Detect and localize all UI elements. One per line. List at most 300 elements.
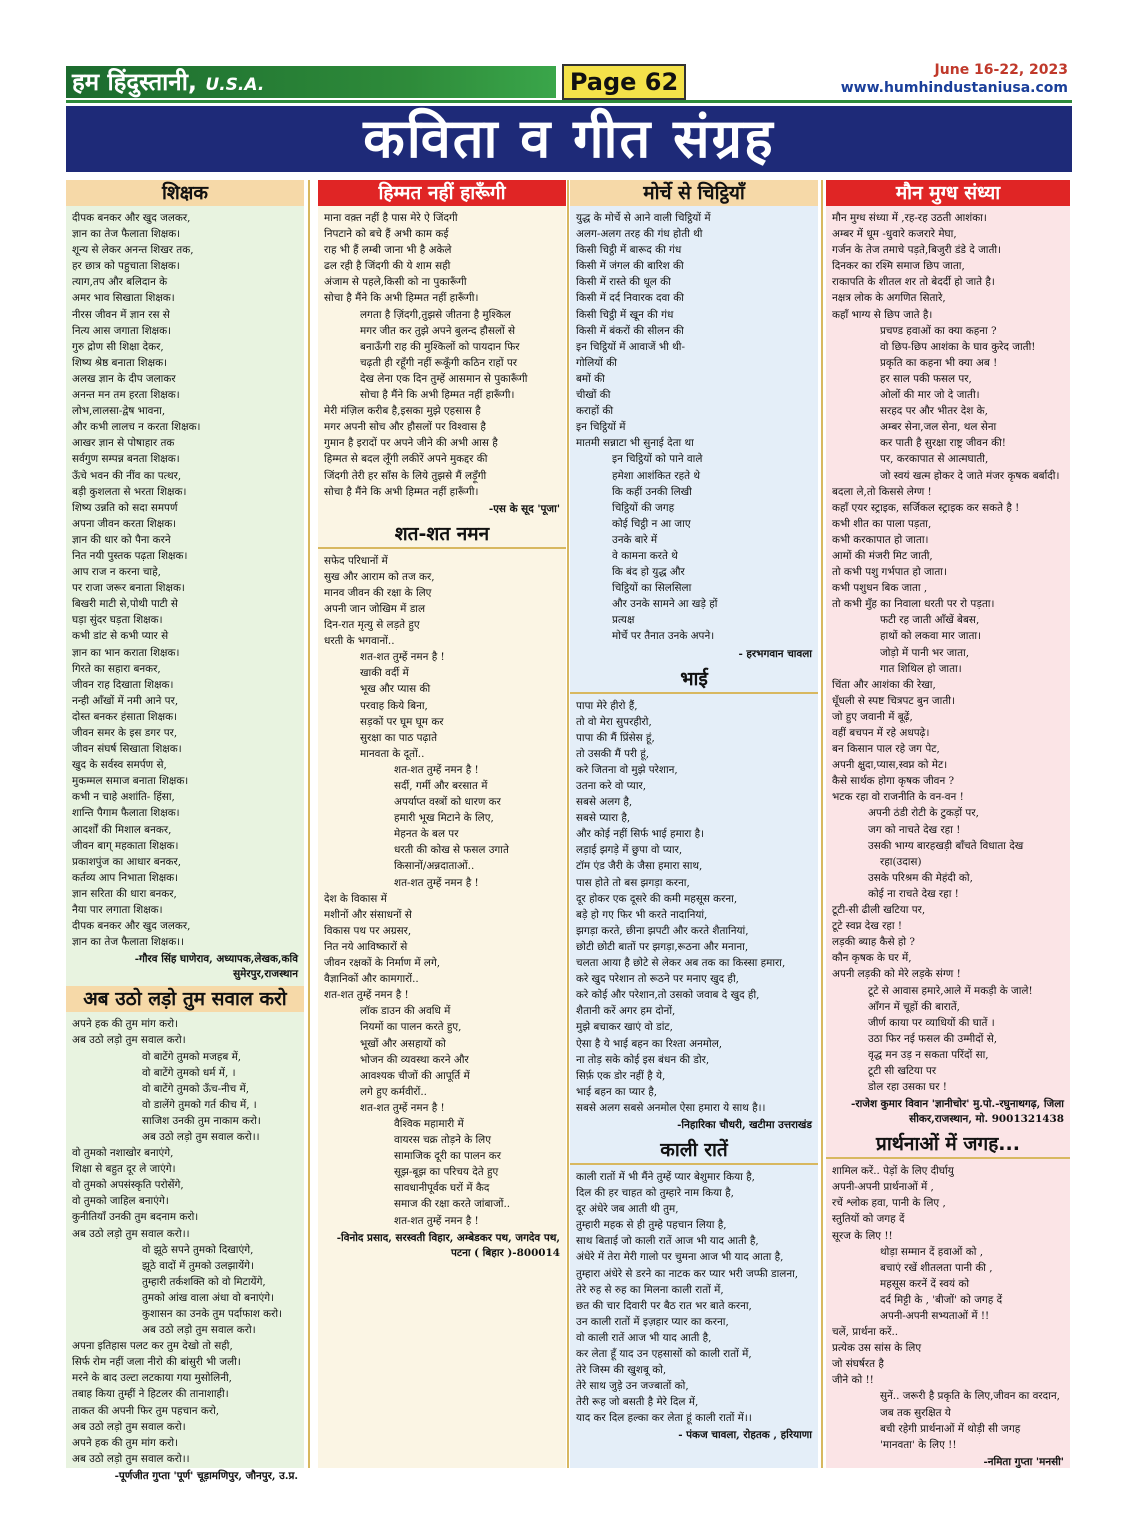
poem-line: तुम्हारा अंधेरे से डरने का नाटक कर प्यार भरी जप्फी डालना,	[576, 1267, 799, 1280]
poem-line: मातमी सन्नाटा भी सुनाई देता था	[576, 437, 694, 450]
poem-line: अपने हक की तुम मांग करो।	[72, 1018, 179, 1031]
poem-line: किसी चिट्ठी में खून की गंध	[576, 308, 674, 321]
poem-line: माना वक़्त नहीं है पास मेरे ऐ जिंदगी	[324, 212, 458, 224]
column-divider	[308, 180, 310, 1468]
poem-line: जीवन संघर्ष सिखाता शिक्षक।	[72, 743, 182, 756]
poem-line: कुनीतियाँ उनकी तुम बदनाम करो।	[72, 1211, 199, 1224]
poem-line: जीवन समर के इस डगर पर,	[72, 727, 178, 739]
poem-line: सबसे प्यारा है,	[576, 812, 631, 825]
poem-line: अपने हक की तुम मांग करो।	[72, 1436, 179, 1449]
poem-line: दिनकर का रश्मि समाज छिप जाता,	[832, 260, 965, 273]
poem-line: साथ बिताई जो काली रातें आज भी याद आती है,	[576, 1235, 759, 1248]
poem-bhai	[576, 698, 812, 1116]
poem-line: कैसे सार्थक होगा कृषक जीवन ?	[832, 775, 955, 788]
poem-line: हाथों को लकवा मार जाता।	[880, 630, 982, 643]
poem-himmat	[324, 210, 560, 500]
section-banner: कविता व गीत संग्रह	[66, 106, 1072, 172]
poem-line: टूटे से आवास हमारे,आले में मकड़ी के जाले!	[868, 984, 1033, 997]
poem-line: उतना करे वो प्यार,	[576, 780, 647, 792]
poem-line: गात शिथिल हो जाता।	[880, 662, 962, 675]
poem-line: वो तुमको नशाखोर बनाएंगे,	[72, 1147, 174, 1160]
poem-line: युद्ध के मोर्चे से आने वाली चिट्ठियों में	[576, 212, 711, 224]
poem-line: लड़की ब्याह कैसे हो ?	[832, 936, 915, 949]
poem-line: अपनी-अपनी प्रार्थनाओं में ,	[832, 1181, 934, 1194]
poem-line: शिष्य श्रेष्ठ बनाता शिक्षक।	[72, 356, 167, 369]
poem-line: राकापति के शीतल शर तो बेदर्दी हो जाते है।	[832, 276, 995, 289]
poem-line: मेरी मंज़िल करीब है,इसका मुझे एहसास है	[324, 405, 481, 418]
page-number: Page 62	[562, 64, 686, 100]
poem-line: जोड़ो में पानी भर जाता,	[880, 646, 969, 659]
poem-line: जो स्वयं खत्म होकर दे जाते मंजर कृषक बर्बादी।	[880, 469, 1060, 482]
poem-line: शून्य से लेकर अनन्त शिखर तक,	[72, 244, 194, 257]
poem-author: -नमिता गुप्ता 'मनसी'	[983, 1455, 1064, 1468]
poem-line: सावधानीपूर्वक घरों में कैद	[394, 1182, 490, 1195]
poem-line: जीने को !!	[832, 1374, 874, 1387]
poem-line: तुमको आंख वाला अंधा वो बनाएंगे।	[142, 1291, 275, 1304]
poem-line: आवश्यक चीजों की आपूर्ति में	[360, 1069, 470, 1082]
poem-line: दोस्त बनकर हंसाता शिक्षक।	[72, 710, 177, 723]
poem-line: बन किसान पाल रहे जग पेट,	[832, 743, 940, 756]
poem-line: आँगन में चूहों की बारातें,	[868, 1000, 960, 1013]
poem-line: स्तुतियों को जगह दें	[832, 1213, 905, 1226]
poem-line: ज्ञान का भान कराता शिक्षक।	[72, 646, 180, 659]
poem-line: घड़ा सुंदर घड़ता शिक्षक।	[72, 614, 163, 627]
poem-line: पापा मेरे हीरो हैं,	[576, 699, 638, 712]
poem-line: किसी में जंगल की बारिश की	[576, 260, 684, 273]
poem-line: दिल की हर चाहत को तुम्हारे नाम किया है,	[576, 1187, 734, 1200]
poem-line: फटी रह जाती आँखें बेबस,	[880, 614, 980, 627]
poem-line: इन चिट्ठियों में आवाजें भी थी-	[576, 340, 686, 353]
poem-line: टूटी-सी ढीली खटिया पर,	[832, 904, 926, 917]
poem-line: भाई बहन का प्यार है,	[576, 1085, 658, 1098]
poem-line: किसी में रास्ते की धूल की	[576, 276, 671, 289]
poem-line: टॉम एंड जैरी के जैसा हमारा साथ,	[576, 860, 703, 873]
poem-line: उठा फिर नई फसल की उम्मीदों से,	[868, 1032, 998, 1045]
column-2	[318, 180, 566, 1468]
poem-line: अंजाम से पहले,किसी को ना पुकारूँगी	[324, 276, 467, 289]
poem-author: -एस के सूद 'पूजा'	[488, 502, 560, 515]
poem-line: वो तुमको अपसंस्कृति परोसेंगे,	[72, 1179, 184, 1192]
poem-line: थोड़ा सम्मान दें हवाओं को ,	[880, 1245, 983, 1258]
poem-line: सुख और आराम को तज कर,	[324, 570, 435, 583]
poem-line: शैतानी करें अगर हम दोनों,	[576, 1005, 676, 1018]
website-link[interactable]: www.humhindustaniusa.com	[840, 80, 1068, 96]
poem-title-shikshak: शिक्षक	[66, 180, 304, 206]
poem-line: खुद के सर्वस्व समर्पण से,	[72, 759, 167, 772]
poem-line: भटक रहा वो राजनीति के वन-वन !	[832, 791, 964, 804]
poem-line: सामाजिक दूरी का पालन कर	[394, 1150, 501, 1163]
poem-line: उसके परिश्रम की मेहंदी को,	[868, 871, 973, 884]
poem-line: आखर ज्ञान से पोषाहार तक	[72, 437, 175, 450]
poem-line: बिखरी माटी से,पोथी पाटी से	[72, 598, 178, 611]
poem-line: बमों की	[576, 372, 605, 385]
poem-line: धूँधली से स्पष्ट चित्रपट बुन जाती।	[832, 694, 955, 707]
poem-line: जिंदगी तेरी हर साँस के लिये तुझसे मैं लड़ूँगी	[324, 469, 487, 482]
poem-line: तेरी रूह जो बसती है मेरे दिल में,	[576, 1396, 699, 1409]
poem-line: 'मानवता' के लिए !!	[880, 1438, 957, 1451]
poem-line: अपना इतिहास पलट कर तुम देखो तो सही,	[72, 1340, 233, 1353]
poem-line: वो बाटेंगे तुमको धर्म में, ।	[142, 1066, 236, 1079]
poem-title-ab-utho: अब उठो लड़ो तुम सवाल करो	[66, 986, 304, 1012]
poem-line: शिक्षा से बहुत दूर ले जाएंगे।	[72, 1163, 176, 1176]
poem-line: चलता आया है छोटे से लेकर अब तक का किस्सा हमारा,	[576, 957, 786, 970]
poem-line: गर्जन के तेज तमाचे पड़ते,बिजुरी डंडे दे जाती।	[832, 244, 1002, 257]
poem-line: जीवन राह दिखाता शिक्षक।	[72, 678, 174, 691]
poem-line: हमेशा आशंकित रहते थे	[612, 469, 701, 482]
poem-line: सबसे अलग सबसे अनमोल ऐसा हमारा ये साथ है।।	[576, 1101, 766, 1114]
poem-line: नक्षत्र लोक के अगणित सितारे,	[832, 292, 946, 305]
poem-line: शत-शत तुम्हें नमन है !	[394, 763, 479, 776]
poem-author: - हरभगवान चावला	[738, 647, 812, 660]
poem-line: मगर जीत कर तुझे अपने बुलन्द हौसलों से	[360, 324, 516, 337]
poem-line: तेरे जिस्म की खुशबू को,	[576, 1364, 667, 1377]
poem-line: ना तोड़ सके कोई इस बंधन की डोर,	[576, 1053, 710, 1066]
poem-line: भूख और प्यास की	[360, 683, 431, 696]
poem-line: जो हुए जवानी में बूढ़ें,	[832, 710, 913, 723]
poem-line: अब उठो लड़ो तुम सवाल करो।।	[72, 1452, 190, 1465]
poem-line: कोई ना राचते देख रहा !	[868, 887, 959, 900]
poem-line: हमारी भूख मिटाने के लिए,	[394, 812, 494, 825]
poem-line: आमों की मंजरी मिट जाती,	[832, 549, 933, 562]
poem-line: तेरे रुह से रुह का मिलना काली रातों में,	[576, 1283, 724, 1296]
poem-line: अपनी ठंडी रोटी के टुकड़ों पर,	[868, 807, 979, 820]
column-4	[826, 180, 1070, 1468]
poem-line: तो कभी पशु गर्भपात हो जाता।	[832, 566, 947, 579]
poem-line: वृद्ध मन उड़ न सकता परिंदों सा,	[868, 1048, 989, 1061]
poem-line: दीपक बनकर और खुद जलकर,	[72, 920, 191, 933]
poem-line: लड़ाई झगड़े में छुपा वो प्यार,	[576, 844, 683, 857]
brand-name: हम हिंदुस्तानी,	[72, 68, 198, 96]
poem-line: समाज की रक्षा करते जांबाजों..	[394, 1198, 511, 1211]
poem-line: दिन-रात मृत्यु से लड़ते हुए	[324, 619, 420, 632]
poem-line: कौन कृषक के घर में,	[832, 952, 912, 965]
poem-line: करे जितना वो मुझे परेशान,	[576, 763, 678, 776]
poem-line: जीर्ण काया पर व्याधियों की घातें ।	[868, 1016, 995, 1029]
poem-line: पर, करकापात से आत्मघाती,	[880, 453, 989, 466]
poem-line: प्रत्येक उस सांस के लिए	[832, 1342, 922, 1355]
poem-line: चिट्ठियों की जगह	[612, 501, 675, 514]
poem-line: बड़े हो गए फिर भी करते नादानियां,	[576, 908, 708, 921]
column-divider	[821, 180, 823, 1468]
poem-line: नित्य आस जगाता शिक्षक।	[72, 324, 172, 337]
poem-author: -राजेश कुमार विवान 'ज्ञानीचोर' मु.पो.-रघुनाथगढ़, जिला सीकर,राजस्थान, मो. 9001321438	[851, 1098, 1064, 1126]
poem-line: झगड़ा करते, छीना झपटी और करते शैतानियां,	[576, 924, 749, 937]
masthead-brand	[66, 66, 556, 98]
poem-line: देश के विकास में	[324, 892, 387, 905]
poem-line: प्रकृति का कहना भी क्या अब !	[880, 356, 998, 369]
poem-line: बची रहेगी प्रार्थनाओं में थोड़ी सी जगह	[880, 1422, 1021, 1435]
poem-line: शत-शत तुम्हें नमन है !	[324, 989, 409, 1002]
poem-line: तेरे साथ जुड़े उन जज्बातों को,	[576, 1380, 689, 1393]
poem-line: कभी न चाहे अशांति- हिंसा,	[72, 791, 175, 804]
poem-line: अलग-अलग तरह की गंध होती थी	[576, 228, 703, 241]
poem-line: अब उठो लड़ो तुम सवाल करो।	[72, 1034, 186, 1047]
poem-line: वो डालेंगे तुमको गर्त कीच में, ।	[142, 1098, 257, 1111]
poem-line: सोचा है मैंने कि अभी हिम्मत नहीं हारूँगी।	[324, 485, 479, 498]
poem-kali-raatein	[576, 1169, 812, 1427]
issue-date: June 16-22, 2023	[934, 62, 1068, 78]
poem-line: सुनें.. जरूरी है प्रकृति के लिए,जीवन का वरदान,	[880, 1390, 1060, 1403]
poem-line: इन चिट्ठियों को पाने वाले	[612, 453, 703, 466]
poem-line: वे कामना करते थे	[612, 549, 678, 562]
poem-line: जो संघर्षरत है	[832, 1358, 884, 1371]
poem-line: शत-शत तुम्हें नमन है !	[394, 1214, 479, 1227]
poem-line: तो कभी मुँह का निवाला धरती पर रो पड़ता।	[832, 598, 995, 611]
poem-line: गुमान है इरादों पर अपने जीने की अभी आस है	[324, 437, 498, 450]
poem-line: नित नयी पुस्तक पढ़ता शिक्षक।	[72, 549, 188, 562]
column-3	[570, 180, 818, 1468]
poem-line: लगता है ज़िंदगी,तुझसे जीतना है मुश्किल	[360, 308, 511, 321]
poem-line: त्याग,तप और बलिदान के	[72, 276, 168, 289]
poem-line: लॉक डाउन की अवधि में	[360, 1005, 451, 1018]
poem-line: टूटे स्वप्न देख रहा !	[832, 920, 903, 933]
poem-maun-mugdh	[832, 210, 1064, 1095]
poem-line: सरहद पर और भीतर देश के,	[880, 405, 988, 418]
poem-line: नीरस जीवन में ज्ञान रस से	[72, 308, 170, 321]
poem-line: अमर भाव सिखाता शिक्षक।	[72, 292, 175, 305]
poem-line: चीखों की	[576, 389, 611, 402]
poem-line: दर्द मिट्टी के , 'बीजों' को जगह दें	[880, 1293, 1003, 1306]
poem-line: ज्ञान का तेज फैलाता शिक्षक।।	[72, 936, 185, 949]
poem-author: -पूर्णजीत गुप्ता 'पूर्ण' चूड़ामणिपुर, जौनपुर, उ.प्र.	[114, 1469, 298, 1482]
poem-line: उसकी भाग्य बारहखड़ी बाँचते विधाता देख	[868, 839, 1024, 852]
poem-line: कभी पशुधन बिक जाता ,	[832, 582, 928, 595]
poem-line: अपना जीवन करता शिक्षक।	[72, 517, 177, 530]
poem-line: सफेद परिधानों में	[324, 554, 388, 567]
poem-line: मानव जीवन की रक्षा के लिए	[324, 586, 432, 599]
poem-line: ढल रही है जिंदगी की ये शाम सही	[324, 260, 451, 273]
poem-line: शिष्य उन्नति को सदा समपर्ण	[72, 501, 178, 514]
poem-line: अब उठो लड़ो तुम सवाल करो।।	[72, 1227, 190, 1240]
poem-line: मगर अपनी सोच और हौसलों पर विश्वास है	[324, 421, 486, 434]
poem-line: सर्वगुण सम्पन्न बनता शिक्षक।	[72, 453, 180, 466]
poem-line: डोल रहा उसका घर !	[868, 1081, 947, 1094]
poem-line: सुरक्षा का पाठ पढ़ाते	[360, 731, 437, 744]
poem-line: वो बाटेंगे तुमको मजहब में,	[142, 1050, 242, 1063]
poem-line: शत-शत तुम्हें नमन है !	[360, 651, 445, 664]
poem-line: कभी डांट से कभी प्यार से	[72, 630, 169, 643]
poem-line: मरने के बाद उल्टा लटकाया गया मुसोलिनी,	[72, 1372, 232, 1385]
poem-line: बदला ले,तो किससे लेग्ण !	[832, 485, 932, 498]
poem-line: सोचा है मैंने कि अभी हिम्मत नहीं हारूँगी।	[360, 389, 515, 402]
poem-author: - पंकज चावला, रोहतक , हरियाणा	[678, 1429, 812, 1442]
poem-shikshak	[72, 210, 298, 950]
poem-line: वायरस चक्र तोड़ने के लिए	[394, 1134, 491, 1147]
poem-line: वो काली रातें आज भी याद आती है,	[576, 1331, 712, 1344]
poem-line: अपर्याप्त वस्त्रों को धारण कर	[394, 796, 501, 809]
poem-line: प्रकाशपुंज का आधार बनकर,	[72, 855, 182, 868]
poem-line: वो तुमको जाहिल बनाएंगे।	[72, 1195, 169, 1208]
poem-line: करे कोई और परेशान,तो उसको जवाब दे खुद ही,	[576, 989, 760, 1002]
poem-line: सिर्फ़ एक डोर नहीं है ये,	[576, 1069, 666, 1082]
poem-line: भोजन की व्यवस्था करने और	[360, 1053, 469, 1066]
poem-line: अपनी-अपनी सभ्यताओं में !!	[880, 1310, 990, 1322]
poem-line: सिर्फ रोम नहीं जला नीरो की बांसुरी भी जली।	[72, 1356, 241, 1369]
poem-line: टूटी सी खटिया पर	[868, 1064, 937, 1077]
poem-line: विकास पथ पर अग्रसर,	[324, 924, 412, 937]
poem-line: वो बाटेंगे तुमको ऊँच-नीच में,	[142, 1082, 250, 1095]
poem-line: आप राज न करना चाहे,	[72, 566, 161, 579]
poem-line: अम्बर में धूम -धुवारे कजरारे मेघा,	[832, 228, 957, 241]
poem-line: दूर अंधेरे जब आती थी तुम,	[576, 1203, 679, 1216]
poem-line: दूर होकर एक दूसरे की कमी महसूस करना,	[576, 892, 738, 905]
poem-line: रचें श्लोक हवा, पानी के लिए ,	[832, 1197, 946, 1210]
poem-line: अब उठो लड़ो तुम सवाल करो।	[72, 1420, 186, 1433]
poem-line: अंधेरे में तेरा मेरी गालो पर चुमना आज भी याद आता है,	[576, 1251, 784, 1264]
poem-line: मुझे बचाकर खाएं वो डांट,	[576, 1021, 673, 1034]
poem-line: धरती के भगवानों..	[324, 635, 395, 648]
poem-line: नन्ही आँखों में नमी आने पर,	[72, 694, 179, 707]
header-rule	[66, 100, 1072, 103]
poem-line: कि बंद हो युद्ध और	[612, 566, 685, 579]
poem-line: गिरते का सहारा बनकर,	[72, 662, 161, 675]
poem-line: प्रचण्ड हवाओं का क्या कहना ?	[880, 324, 997, 337]
poem-line: महसूस करनें दें स्वयं को	[880, 1277, 970, 1290]
poem-title-maun-mugdh: मौन मुग्ध संध्या	[826, 180, 1070, 206]
poem-title-himmat: हिम्मत नहीं हारूँगी	[318, 180, 566, 206]
poem-line: किसानों/अन्नदाताओं..	[394, 860, 475, 873]
poem-line: आदर्शों की मिशाल बनकर,	[72, 823, 172, 836]
poem-line: ज्ञान की धार को पैना करने	[72, 533, 171, 546]
poem-line: अब उठो लड़ो तुम सवाल करो।	[142, 1324, 256, 1337]
poem-line: सूझ-बूझ का परिचय देते हुए	[394, 1166, 499, 1179]
poem-line: अनन्त मन तम हरता शिक्षक।	[72, 389, 180, 402]
brand-suffix: U.S.A.	[205, 75, 265, 95]
poem-line: तुम्हारी महक से ही तुम्हे पहचान लिया है,	[576, 1219, 727, 1232]
poem-line: अपनी क्षुदा,प्यास,स्वप्न को मेट।	[832, 759, 948, 772]
poem-line: नैया पार लगाता शिक्षक।	[72, 904, 163, 917]
poem-line: किसी में दर्द निवारक दवा की	[576, 292, 684, 305]
poem-line: गुरु द्रोण सी शिक्षा देकर,	[72, 340, 164, 353]
poem-line: मोर्चे पर तैनात उनके अपने।	[612, 630, 715, 643]
poem-line: करे खुद परेशान तो रूठने पर मनाए खुद ही,	[576, 973, 739, 986]
poem-line: देख लेना एक दिन तुम्हें आसमान से पुकारूँगी	[360, 372, 528, 385]
poem-line: और उनके सामने आ खड़े हों	[612, 598, 718, 611]
poem-line: याद कर दिल हल्का कर लेता हूं काली रातों में।।	[576, 1412, 752, 1425]
top-header	[66, 64, 1072, 102]
poem-line: चिट्ठियों का सिलसिला	[612, 582, 692, 595]
poem-line: मुकम्मल समाज बनाता शिक्षक।	[72, 775, 189, 788]
poem-prarthana	[832, 1163, 1064, 1453]
poem-line: तबाह किया तुम्हीं ने हिटलर की तानाशाही।	[72, 1388, 229, 1401]
poem-line: और कोई नहीं सिर्फ भाई हमारा है।	[576, 828, 705, 841]
poem-line: प्रत्यक्ष	[612, 614, 635, 627]
poem-line: शान्ति पैगाम फैलाता शिक्षक।	[72, 807, 180, 820]
poem-line: अब उठो लड़ो तुम सवाल करो।।	[142, 1130, 260, 1143]
poem-line: कहाँ एयर स्ट्राइक, सर्जिकल स्ट्राइक कर सकते है !	[832, 501, 1020, 514]
poem-line: उनके बारे में	[612, 533, 658, 546]
poem-line: तो उसकी मैं परी हूं,	[576, 747, 650, 760]
poem-line: छोटी छोटी बातों पर झगड़ा,रूठना और मनाना,	[576, 940, 749, 953]
poem-ab-utho	[72, 1016, 298, 1467]
poem-line: ओलों की मार जो दे जाती।	[880, 389, 980, 402]
poem-line: ज्ञान का तेज फैलाता शिक्षक।	[72, 228, 181, 241]
poem-line: वैश्विक महामारी में	[394, 1117, 464, 1130]
poem-line: सड़कों पर घूम घूम कर	[360, 715, 444, 728]
poem-line: कि कहीं उनकी लिखी	[612, 485, 692, 498]
poem-line: अपनी जान जोखिम में डाल	[324, 602, 425, 615]
poem-line: पर राजा जरूर बनाता शिक्षक।	[72, 582, 185, 595]
poem-line: राह भी हैं लम्बी जाना भी है अकेले	[324, 244, 452, 257]
poem-line: तो वो मेरा सुपरहीरो,	[576, 715, 652, 728]
poem-line: जब तक सुरक्षित ये	[880, 1406, 951, 1419]
poem-line: कर पाती है सुरक्षा राष्ट्र जीवन की!	[880, 437, 1006, 450]
poem-line: मानवता के दूतों..	[360, 747, 425, 760]
poem-line: काली रातों में भी मैंने तुम्हें प्यार बेशुमार किया है,	[576, 1170, 755, 1183]
poem-line: इन चिट्ठियों में	[576, 421, 626, 434]
poem-line: शामिल करें.. पेड़ों के लिए दीर्घायु	[832, 1165, 954, 1178]
poem-line: शत-शत तुम्हें नमन है !	[394, 876, 479, 889]
poem-line: कुशासन का उनके तुम पर्दाफाश करो।	[142, 1308, 283, 1320]
poem-line: कभी करकापात हो जाता।	[832, 533, 929, 546]
poem-author: -गौरव सिंह घाणेराव, अध्यापक,लेखक,कवि सुमेरपुर,राजस्थान	[134, 953, 298, 981]
poem-line: पापा की मैं प्रिंसेस हूं,	[576, 731, 655, 744]
poem-line: ज्ञान सरिता की धारा बनकर,	[72, 887, 177, 900]
poem-line: वो छिप-छिप आशंका के घाव कुरेद जाती!	[880, 340, 1036, 353]
poem-line: मशीनों और संसाधनों से	[324, 908, 412, 921]
poem-line: मेहनत के बल पर	[394, 828, 459, 841]
poem-line: बचाएं रखें शीतलता पानी की ,	[880, 1261, 993, 1274]
poem-title-bhai: भाई	[570, 666, 818, 694]
poem-line: कहाँ भाग्य से छिप जाते है।	[832, 308, 933, 321]
poem-line: कर्तव्य आप निभाता शिक्षक।	[72, 871, 179, 884]
poem-line: सबसे अलग है,	[576, 796, 633, 809]
column-1	[66, 180, 304, 1482]
poem-line: वैज्ञानिकों और कामगारों..	[324, 973, 419, 986]
poem-title-kali-raatein: काली रातें	[570, 1137, 818, 1165]
poem-line: खाकी वर्दी में	[360, 667, 409, 680]
column-divider	[567, 180, 569, 1468]
poem-line: परवाह किये बिना,	[360, 699, 428, 712]
poem-line: धरती की कोख से फसल उगाते	[394, 844, 509, 857]
poem-line: कराहों की	[576, 405, 614, 418]
poem-line: वहीं बचपन में रहे अधपढ़े।	[832, 727, 930, 739]
poem-line: छत की चार दिवारी पर बैठ रात भर बाते करना,	[576, 1299, 752, 1312]
poem-line: वो झूठे सपने तुमको दिखाएंगे,	[142, 1243, 254, 1256]
poem-line: साजिश उनकी तुम नाकाम करो।	[142, 1114, 261, 1127]
poem-line: तुम्हारी तर्कशक्ति को वो मिटायेंगे,	[142, 1275, 266, 1288]
poem-morche	[576, 210, 812, 645]
poem-line: नित नये आविष्कारों से	[324, 940, 408, 953]
poem-line: नियमों का पालन करते हुए,	[360, 1021, 462, 1034]
poem-line: और कभी लालच न करता शिक्षक।	[72, 421, 201, 434]
poem-line: लोभ,लालसा-द्वेष भावना,	[72, 405, 166, 418]
poem-line: पास होते तो बस झगड़ा करना,	[576, 876, 690, 889]
poem-line: लगे हुए कर्मवीरों..	[360, 1085, 427, 1098]
poem-title-prarthana: प्रार्थनाओं में जगह...	[826, 1131, 1070, 1159]
poem-line: जीवन बाग् महकाता शिक्षक।	[72, 839, 179, 852]
poem-line: बड़ी कुशलता से भरता शिक्षक।	[72, 485, 187, 498]
poem-title-shat-shat: शत-शत नमन	[318, 521, 566, 549]
poem-line: झूठे वादों में तुमको उलझायेंगे।	[142, 1259, 254, 1272]
poem-line: उन काली रातों में इज़हार प्यार का करना,	[576, 1315, 729, 1328]
poem-shat-shat	[324, 553, 560, 1229]
poem-line: अपनी लड़की को मेरे लड़के संग्ण !	[832, 968, 961, 981]
poem-line: कभी शीत का पाला पड़ता,	[832, 517, 932, 530]
poem-line: सूरज के लिए !!	[832, 1229, 893, 1242]
poem-line: किसी चिट्ठी में बारूद की गंध	[576, 244, 682, 257]
poem-line: ताकत की अपनी फिर तुम पहचान करो,	[72, 1404, 220, 1417]
poem-line: अलख ज्ञान के दीप जलाकर	[72, 372, 176, 385]
poem-line: दीपक बनकर और खुद जलकर,	[72, 212, 191, 224]
poem-line: ऐसा है ये भाई बहन का रिश्ता अनमोल,	[576, 1037, 723, 1050]
poem-line: गोलियों की	[576, 356, 617, 369]
poem-line: हर साल पकी फसल पर,	[880, 372, 972, 385]
poem-line: ऊँचे भवन की नींव का पत्थर,	[72, 469, 182, 482]
poem-line: हर छात्र को पहुचाता शिक्षक।	[72, 260, 180, 273]
poem-line: कर लेता हूँ याद उन एहसासों को काली रातों में,	[576, 1348, 752, 1360]
poem-line: मौन मुग्ध संध्या में ,रह-रह उठती आशंका।	[832, 212, 987, 224]
